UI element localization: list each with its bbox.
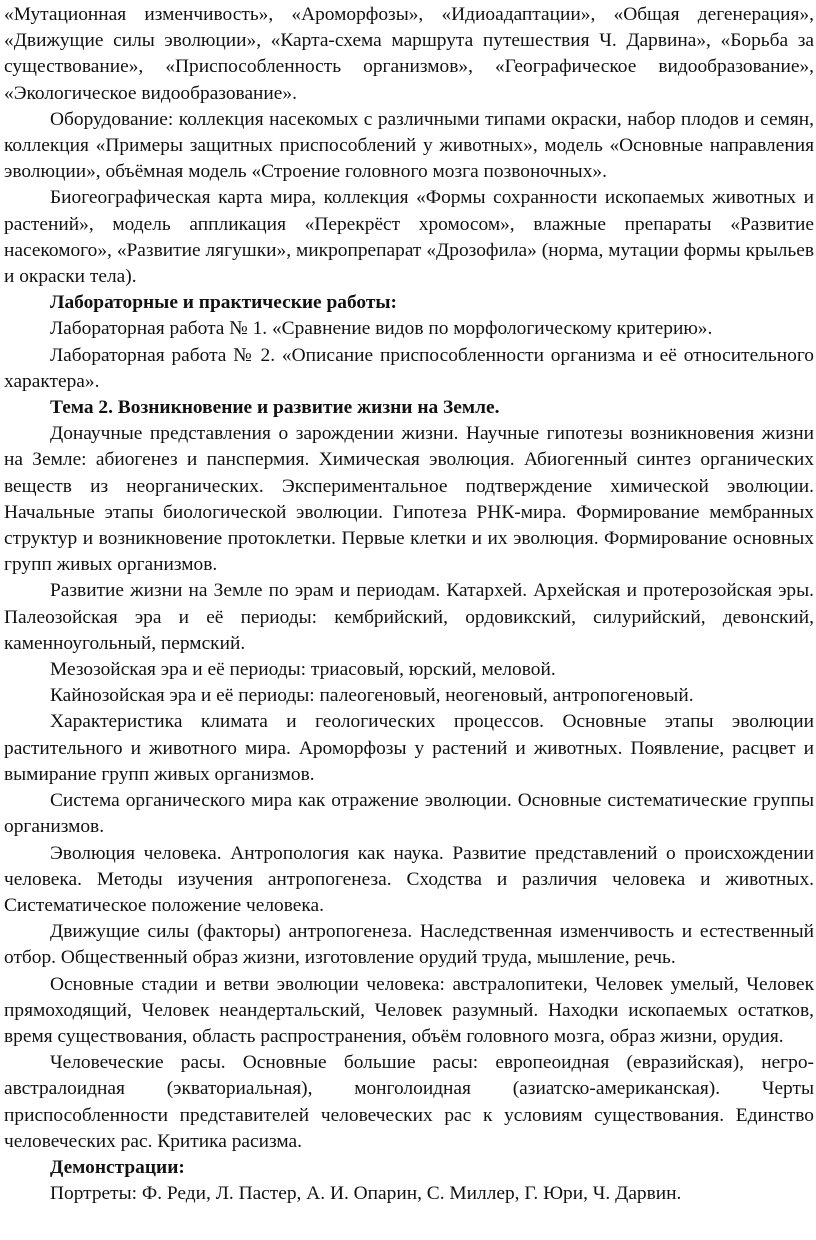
paragraph-human-evolution: Эволюция человека. Антропология как наука. Развитие представлений о происхождении человека. Методы изучения антропогенеза. Сходства и различия человека и животных. Систематическое положение человека. — [4, 842, 814, 916]
paragraph-eras-periods: Развитие жизни на Земле по эрам и периодам. Катархей. Архейская и протерозойская эры. Палеозойская эра и её периоды: кембрийский, ордовикский, силурийский, девонский, каменноугольный, пермский. — [4, 580, 814, 654]
paragraph-anthropogenesis-factors: Движущие силы (факторы) антропогенеза. Наследственная изменчивость и естественный отбор. Общественный образ жизни, изготовление орудий труда, мышление, речь. — [4, 921, 814, 969]
heading-demonstrations: Демонстрации: — [50, 1156, 185, 1178]
heading-lab-works: Лабораторные и практические работы: — [50, 292, 397, 314]
paragraph-demonstrations-list: «Мутационная изменчивость», «Ароморфозы», «Идиоадаптации», «Общая дегенерация», «Движущие силы эволюции», «Карта-схема маршрута путешествия Ч. Дарвина», «Борьба за существование», «Приспособленность организмов», «Географическое видообразование», «Экологическое видообразование». — [4, 4, 814, 104]
paragraph-portraits: Портреты: Ф. Реди, Л. Пастер, А. И. Опарин, С. Миллер, Г. Юри, Ч. Дарвин. — [50, 1183, 682, 1205]
paragraph-lab-work-1: Лабораторная работа № 1. «Сравнение видов по морфологическому критерию». — [50, 318, 713, 340]
paragraph-lab-work-2: Лабораторная работа № 2. «Описание приспособленности организма и её относительного характера». — [4, 344, 814, 392]
paragraph-equipment: Оборудование: коллекция насекомых с различными типами окраски, набор плодов и семян, коллекция «Примеры защитных приспособлений у животных», модель «Основные направления эволюции», объёмная модель «Строение головного мозга позвоночных». — [4, 108, 814, 183]
paragraph-origin-of-life: Донаучные представления о зарождении жизни. Научные гипотезы возникновения жизни на Земле: абиогенез и панспермия. Химическая эволюция. Абиогенный синтез органических веществ из неорганических. Экспериментальное подтверждение химической эволюции. Начальные этапы биологической эволюции. Гипотеза РНК-мира. Формирование мембранных структур и возникновение протоклетки. Первые клетки и их эволюция. Формирование основных групп живых организмов. — [4, 423, 814, 576]
paragraph-mesozoic: Мезозойская эра и её периоды: триасовый, юрский, меловой. — [50, 659, 556, 681]
heading-topic-2: Тема 2. Возникновение и развитие жизни на Земле. — [50, 397, 500, 419]
paragraph-biogeographic-map: Биогеографическая карта мира, коллекция «Формы сохранности ископаемых животных и растений», модель аппликация «Перекрёст хромосом», влажные препараты «Развитие насекомого», «Развитие лягушки», микропрепарат «Дрозофила» (норма, мутации формы крыльев и окраски тела). — [4, 187, 814, 288]
paragraph-organic-world-system: Система органического мира как отражение эволюции. Основные систематические группы организмов. — [4, 790, 814, 838]
paragraph-human-races: Человеческие расы. Основные большие расы: европеоидная (евразийская), негро-австралоидная (экваториальная), монголоидная (азиатско-американская). Черты приспособленности представителей человеческих рас к условиям существования. Единство человеческих рас. Критика расизма. — [4, 1052, 814, 1152]
paragraph-human-evolution-stages: Основные стадии и ветви эволюции человека: австралопитеки, Человек умелый, Человек прямоходящий, Человек неандертальский, Человек разумный. Находки ископаемых остатков, время существования, область распространения, объём головного мозга, образ жизни, орудия. — [4, 973, 814, 1047]
paragraph-cenozoic: Кайнозойская эра и её периоды: палеогеновый, неогеновый, антропогеновый. — [50, 685, 694, 707]
paragraph-climate-geology: Характеристика климата и геологических процессов. Основные этапы эволюции растительного и животного мира. Ароморфозы у растений и животных. Появление, расцвет и вымирание групп живых организмов. — [4, 711, 814, 785]
